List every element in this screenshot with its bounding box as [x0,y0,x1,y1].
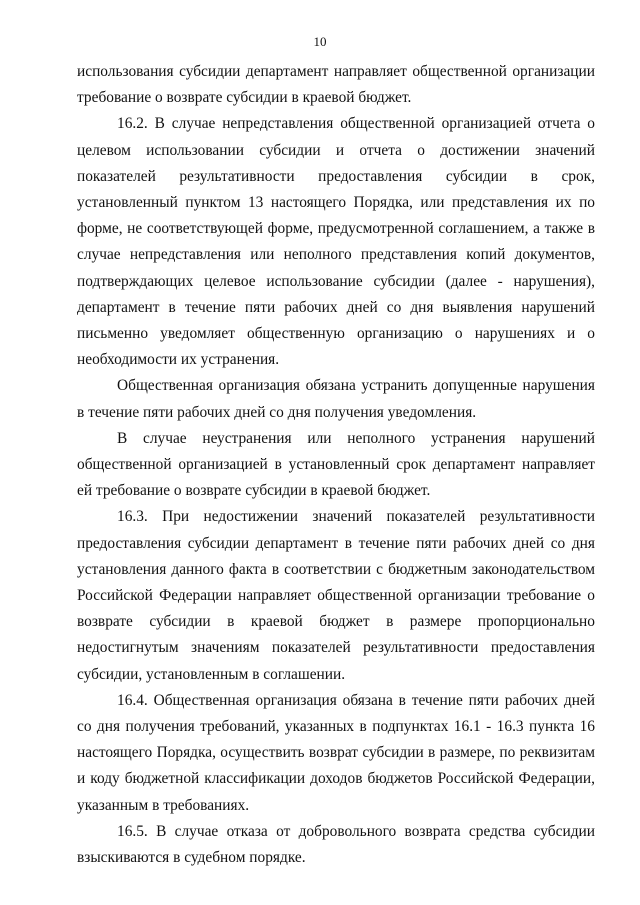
paragraph-continuation: использования субсидии департамент направляет общественной организации требование о возврате субсидии в краевой бюджет. [77,63,595,107]
paragraph-elimination-obligation: Общественная организация обязана устранить допущенные нарушения в течение пяти рабочих дней со дня получения уведомления. [77,377,595,421]
paragraph-16-3: 16.3. При недостижении значений показателей результативности предоставления субсидии департамент в течение пяти рабочих дней со дня установления данного факта в соответствии с бюджетным законодательством Российской Федерации направляет общественной организации требование о возврате субсидии в краевой бюджет в размере пропорционально недостигнутым значениям показателей результативности предоставления субсидии, установленным в соглашении. [77,508,595,683]
paragraph-non-elimination: В случае неустранения или неполного устранения нарушений общественной организацией в установленный срок департамент направляет ей требование о возврате субсидии в краевой бюджет. [77,429,595,500]
document-body [77,59,595,871]
paragraph-16-5: 16.5. В случае отказа от добровольного возврата средства субсидии взыскиваются в судебном порядке. [77,822,595,867]
paragraph-16-2: 16.2. В случае непредставления общественной организацией отчета о целевом использовании субсидии и отчета о достижении значений показателей результативности предоставления субсидии в срок, установленный пунктом 13 настоящего Порядка, или представления их по форме, не соответствующей форме, предусмотренной соглашением, а также в случае непредставления или неполного представления копий документов, подтверждающих целевое использование субсидии (далее - нарушения), департамент в течение пяти рабочих дней со дня выявления нарушений письменно уведомляет общественную организацию о нарушениях и о необходимости их устранения. [77,115,595,369]
paragraph-16-4: 16.4. Общественная организация обязана в течение пяти рабочих дней со дня получения требований, указанных в подпунктах 16.1 - 16.3 пункта 16 настоящего Порядка, осуществить возврат субсидии в размере, по реквизитам и коду бюджетной классификации доходов бюджетов Российской Федерации, указанным в требованиях. [77,691,595,814]
page-number: 10 [313,34,327,49]
